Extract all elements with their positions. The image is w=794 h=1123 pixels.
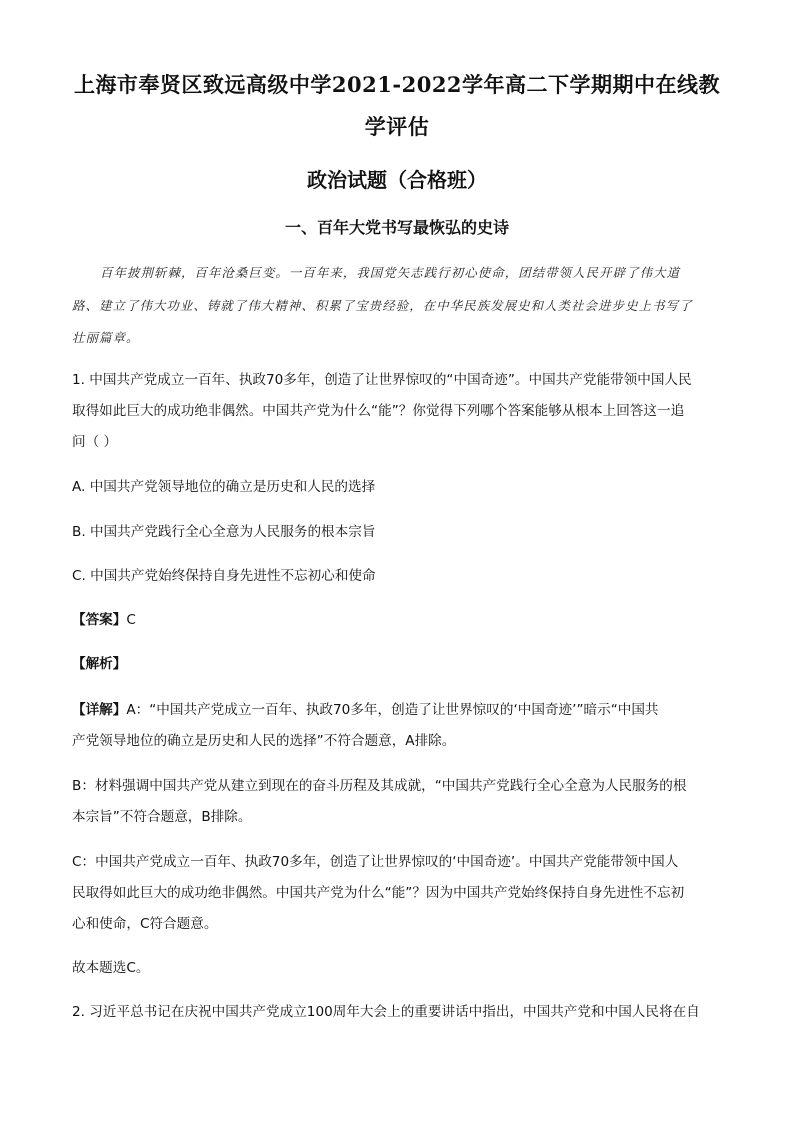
detail-b-line-1: B：材料强调中国共产党从建立到现在的奋斗历程及其成就，“中国共产党践行全心全意为人民服务的根: [72, 778, 687, 794]
detail-tag: 【详解】: [72, 702, 127, 718]
question-1-stem-line-1: 1. 中国共产党成立一百年、执政70多年，创造了让世界惊叹的“中国奇迹”。中国共产党能带领中国人民: [72, 372, 692, 388]
question-1-option-b: B. 中国共产党践行全心全意为人民服务的根本宗旨: [72, 524, 376, 540]
document-title-line1: 上海市奉贤区致远高级中学2021-2022学年高二下学期期中在线教: [73, 72, 721, 97]
detail-a-line-2: 产党领导地位的确立是历史和人民的选择”不符合题意，A排除。: [72, 733, 456, 749]
detail-c-line-3: 心和使命，C符合题意。: [72, 916, 218, 932]
conclusion-line: 故本题选C。: [72, 960, 150, 976]
passage-line-1: 百年披荆斩棘，百年沧桑巨变。一百年来，我国党矢志践行初心使命，团结带领人民开辟了伟大道: [100, 265, 681, 280]
detail-a-line-1: [72, 700, 732, 720]
analysis-tag: 【解析】: [72, 656, 127, 672]
question-1-stem-line-2: 取得如此巨大的成功绝非偶然。中国共产党为什么“能”？你觉得下列哪个答案能够从根本上回答这一追: [72, 403, 685, 419]
passage-line-2: 路、建立了伟大功业、铸就了伟大精神、积累了宝贵经验，在中华民族发展史和人类社会进步史上书写了: [72, 298, 693, 313]
detail-b-line-2: 本宗旨”不符合题意，B排除。: [72, 809, 252, 825]
answer-row: [72, 610, 136, 630]
answer-value: C: [126, 612, 136, 628]
question-1-option-a: A. 中国共产党领导地位的确立是历史和人民的选择: [72, 479, 376, 495]
question-1-stem-line-3: 问（ ）: [72, 434, 118, 450]
passage-line-3: 壮丽篇章。: [72, 330, 140, 345]
detail-c-line-1: C：中国共产党成立一百年、执政70多年，创造了让世界惊叹的‘中国奇迹’。中国共产党能带领中国人: [72, 854, 679, 870]
section-heading: 一、百年大党书写最恢弘的史诗: [284, 218, 509, 237]
answer-tag: 【答案】: [72, 612, 127, 628]
question-1-option-c: C. 中国共产党始终保持自身先进性不忘初心和使命: [72, 568, 376, 584]
document-subtitle: 政治试题（合格班）: [307, 168, 487, 192]
document-title-line2: 学评估: [364, 114, 430, 139]
detail-c-line-2: 民取得如此巨大的成功绝非偶然。中国共产党为什么“能”？因为中国共产党始终保持自身先进性不忘初: [72, 885, 685, 901]
detail-a-text-1: A：“中国共产党成立一百年、执政70多年，创造了让世界惊叹的‘中国奇迹’”暗示“中国共: [126, 702, 659, 718]
question-2-stem-line-1: 2. 习近平总书记在庆祝中国共产党成立100周年大会上的重要讲话中指出，中国共产党和中国人民将在自: [72, 1004, 700, 1020]
